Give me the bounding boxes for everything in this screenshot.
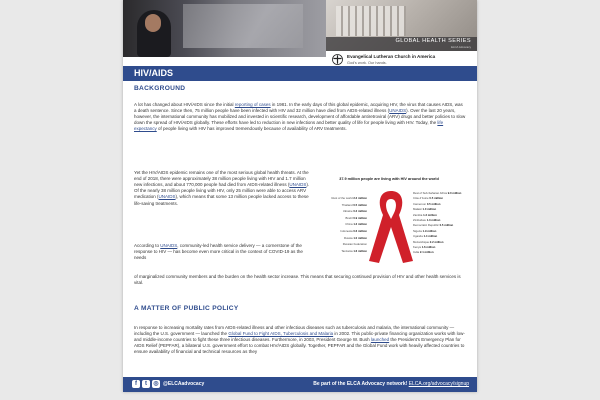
twitter-icon[interactable]: t	[142, 380, 150, 388]
infographic-right-column	[413, 191, 465, 256]
text-run: According to	[134, 242, 161, 248]
pepfar-launched-link[interactable]: launched	[370, 336, 390, 342]
country-value: 1.2 million	[353, 222, 367, 227]
country-label: Zimbabwe	[413, 218, 426, 223]
left-row	[317, 241, 367, 248]
country-label: Uganda	[413, 234, 423, 239]
country-label: Cameroon	[413, 201, 427, 206]
country-label: Rest of the world	[331, 196, 353, 200]
country-label: Zambia	[413, 212, 423, 217]
text-run: ). Over the last 20 years, however, the international community has mobilized and invested in scientific research, development of affordable antiretroviral (ARV) drugs and better policies to slow down the spread of HIV/AIDS globally. These efforts have led to reduction in new infections and better quality of life for people living with HIV. Today, the	[134, 107, 466, 126]
country-label: Kenya	[413, 245, 421, 250]
series-subtitle: ELCA Advocacy	[451, 45, 471, 49]
social-handle[interactable]: @ELCAadvocacy	[163, 381, 205, 387]
country-label: Russia	[343, 235, 353, 240]
text-run: in 2002. This public-private financing organization works with low- and middle-income countries to fight these three infectious diseases. Furthermore, in 2003, President George W. Bush	[134, 330, 465, 342]
country-label: Thailand	[341, 202, 353, 207]
country-label: Malawi	[413, 207, 422, 212]
elca-cross-logo-icon	[332, 54, 343, 65]
country-value: 1.0 million	[422, 207, 437, 212]
country-value: 0.2 million	[353, 209, 367, 214]
left-row	[317, 195, 367, 202]
text-run: In response to increasing mortality rates from AIDS-related illness and other infectious diseases such as tuberculosis and malaria, the international community — including the U.S. government — launched the	[134, 324, 455, 336]
left-row	[317, 202, 367, 209]
series-band	[326, 37, 477, 51]
unaids-link[interactable]: UNAIDS	[389, 107, 407, 113]
country-label: Brazil	[345, 215, 353, 220]
country-value: 1.9 million	[422, 228, 437, 233]
instagram-icon[interactable]: ◎	[153, 381, 159, 387]
country-label: Rest of Sub-Saharan Africa	[413, 191, 447, 195]
background-paragraph-3-continued: of marginalized community members and the burden on the health sector increase. This means that securing continued provision of HIV and other health services is vital.	[134, 273, 461, 285]
country-value: 2.2 million	[353, 196, 367, 200]
title-band	[123, 66, 477, 81]
right-row	[413, 250, 465, 255]
global-fund-link[interactable]: Global Fund to Fight AIDS, Tuberculosis and Malaria	[228, 330, 334, 336]
hiv-infographic	[313, 177, 465, 267]
facebook-icon[interactable]: f	[132, 380, 140, 388]
unaids-link-3[interactable]: UNAIDS	[160, 242, 178, 248]
left-row	[317, 248, 367, 255]
footer-bar	[123, 377, 477, 392]
country-value: 2.1 million	[419, 250, 434, 255]
country-label: Ukraine	[342, 209, 353, 214]
infographic-title: 37.9 million people are living with HIV around the world	[339, 177, 439, 181]
country-value: 0.5 million	[426, 201, 441, 206]
country-label: Tanzania	[341, 248, 353, 253]
country-value: 1.4 million	[423, 234, 438, 239]
country-value: 1.6 million	[353, 248, 367, 253]
text-run: in 1981. In the early days of this global epidemic, acquiring HIV, the virus that causes AIDS, was a death sentence. Since then, 75 million people have been infected with HIV and 32 million have died from AIDS-related illness (	[134, 101, 463, 113]
text-run: ). Of the nearly 38 million people living with HIV, only 25 million were able to access ARV medication (	[134, 181, 310, 200]
country-label: Russian Federation	[342, 242, 367, 247]
background-paragraph-3	[134, 243, 310, 262]
life-expectancy-link[interactable]: life expectancy	[134, 120, 444, 132]
left-row	[317, 235, 367, 242]
unaids-link-2a[interactable]: UNAIDS	[289, 181, 307, 187]
country-label: Indonesia	[340, 228, 353, 233]
text-run: the President's Emergency Plan for AIDS Relief (PEPFAR), a bilateral U.S. government effort to combat HIV/AIDS globally. Together, PEPFAR and the Global Fund work with heavily affected countries to ensure availability of financial and technical resources as they	[134, 336, 465, 355]
whiteboard	[183, 4, 303, 48]
background-heading: BACKGROUND	[134, 85, 186, 92]
document-page	[123, 0, 477, 392]
country-value: 1.2 million	[423, 212, 437, 217]
public-policy-paragraph	[134, 325, 466, 356]
page-title: HIV/AIDS	[134, 68, 174, 78]
text-run: of people living with HIV has improved tremendously because of availability of ARV treatments.	[156, 126, 347, 132]
background-paragraph-1	[134, 102, 466, 133]
header-photo-left	[123, 0, 326, 57]
text-run: ), which means that some 13 million people lacked access to these life-saving treatments.	[134, 194, 309, 206]
public-policy-heading: A MATTER OF PUBLIC POLICY	[134, 305, 239, 312]
left-row	[317, 215, 367, 222]
org-tagline: God's work. Our hands.	[347, 61, 387, 65]
country-value: 0.5 million	[439, 223, 454, 228]
country-label: Democratic Republic	[413, 223, 439, 228]
person-face	[145, 14, 161, 32]
org-name: Evangelical Lutheran Church in America	[347, 54, 436, 59]
country-value: 9.0 million	[447, 191, 462, 195]
country-label: Côte d'Ivoire	[413, 196, 429, 201]
series-title: GLOBAL HEALTH SERIES	[395, 38, 471, 44]
country-value: 1.3 million	[426, 218, 441, 223]
text-run: A lot has changed about HIV/AIDS since the initial	[134, 101, 235, 107]
country-label: China	[345, 222, 353, 227]
network-signup	[313, 381, 469, 387]
infographic-left-column	[317, 195, 367, 254]
unaids-link-2b[interactable]: UNAIDS	[158, 194, 176, 200]
left-row	[317, 221, 367, 228]
text-run: , community-led health service delivery — a cornerstone of the response to HIV — has become even more critical in the context of COVID-19 as the needs	[134, 242, 303, 260]
p2-body	[134, 170, 309, 206]
country-value: 1.6 million	[421, 245, 436, 250]
text-run: Yet the HIV/AIDS epidemic remains one of the most serious global health threats. At the end of 2018, there were approximately 38 million people living with HIV and 1.7 million new infections, and about 770,000 people had died from AIDS-related illness (	[134, 169, 309, 187]
country-value: 1.0 million	[353, 235, 367, 240]
country-label: Nigeria	[413, 228, 422, 233]
header-banner	[123, 0, 477, 57]
social-icons	[132, 380, 160, 388]
country-value: 0.5 million	[429, 196, 444, 201]
left-row	[317, 228, 367, 235]
country-label: Mozambique	[413, 239, 430, 244]
network-text: Be part of the ELCA Advocacy network!	[313, 381, 409, 387]
left-row	[317, 208, 367, 215]
country-value: 0.5 million	[353, 202, 367, 207]
network-signup-link[interactable]: ELCA.org/advocacy/signup	[408, 381, 469, 387]
country-value: 2.2 million	[429, 239, 444, 244]
lab-vials	[336, 6, 406, 36]
reporting-of-cases-link[interactable]: reporting of cases	[234, 101, 271, 107]
country-value: 0.9 million	[353, 215, 367, 220]
country-value: 0.6 million	[353, 228, 367, 233]
country-label: India	[413, 250, 420, 255]
